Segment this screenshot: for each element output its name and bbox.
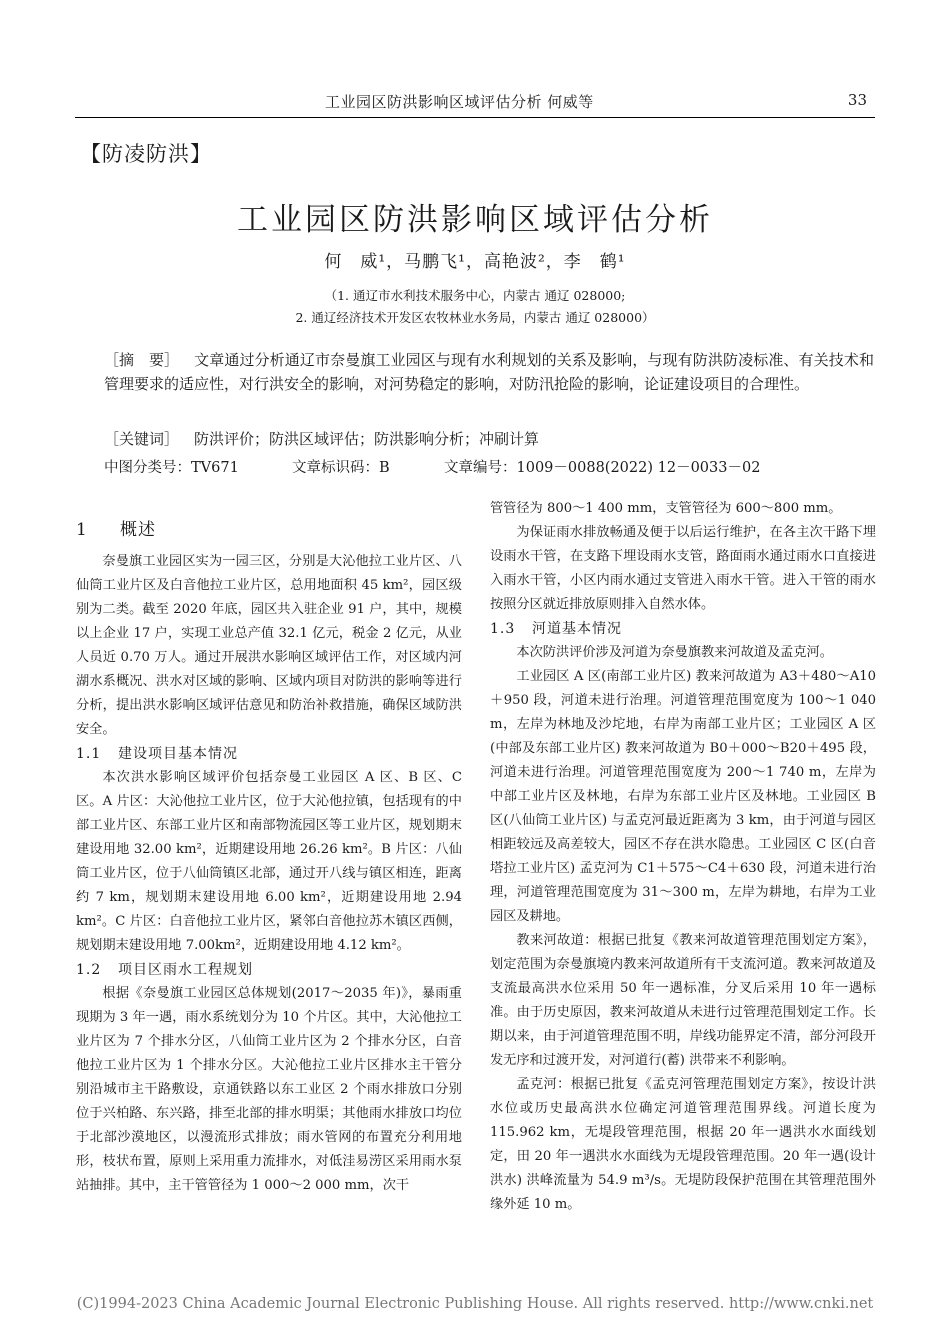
section-1-2-paragraph: 根据《奈曼旗工业园区总体规划(2017～2035 年)》，暴雨重现期为 3 年一遇，雨水系统划分为 10 个片区。其中，大沁他拉工业片区为 7 个排水分区，八仙筒工业片区为 2 个排水分区，白音他拉工业片区为 1 个排水分区。大沁他拉工业片区排水主干管分别沿城市主干路敷设，京通铁路以东工业区 2 个雨水排放口分别位于兴柏路、东兴路，排至北部的排水明渠；其他雨水排放口均位于北部沙漠地区，以漫流形式排放；雨水管网的布置充分利用地形，枝状布置，原则上采用重力流排水，对低洼易涝区采用雨水泵站抽排。其中，主干管管径为 1 000～2 000 mm，次干 xyxy=(76,986,462,1193)
section-1-2-heading: 1.2 项目区雨水工程规划 xyxy=(76,962,253,978)
abstract-text: 文章通过分析通辽市奈曼旗工业园区与现有水利规划的关系及影响，与现有防洪防凌标准、有关技术和管理要求的适应性，对行洪安全的影响，对河势稳定的影响，对防汛抢险的影响，论证建设项目的合理性。 xyxy=(104,351,874,393)
running-title: 工业园区防洪影响区域评估分析 何威等 xyxy=(325,93,594,111)
column-tag: 【防凌防洪】 xyxy=(80,142,212,166)
keywords-label: ［关键词］ xyxy=(104,430,180,448)
clc-number: 中图分类号：TV671 xyxy=(104,460,239,476)
keywords-text: 防洪评价；防洪区域评估；防洪影响分析；冲刷计算 xyxy=(194,430,540,448)
author-list: 何 威¹，马鹏飞¹，高艳波²，李 鹤¹ xyxy=(324,252,626,272)
article-number: 文章编号：1009－0088(2022) 12－0033－02 xyxy=(444,460,761,476)
copyright-footer: (C)1994-2023 China Academic Journal Electronic Publishing House. All rights reserved. http://www.cnki.net xyxy=(76,1296,874,1312)
affiliation-2: 2. 通辽经济技术开发区农牧林业水务局，内蒙古 通辽 028000） xyxy=(295,310,655,325)
river-intro-paragraph: 本次防洪评价涉及河道为奈曼旗教来河故道及孟克河。 xyxy=(516,645,833,660)
section-1-1-paragraph: 本次洪水影响区域评价包括奈曼工业园区 A 区、B 区、C 区。A 片区：大沁他拉工业片区，位于大沁他拉镇，包括现有的中部工业片区、东部工业片区和南部物流园区等工业片区，规划期末建设用地 32.00 km²，近期建设用地 26.26 km²。B 片区：八仙筒工业片区，位于八仙筒镇区北部，通过开八线与镇区相连，距离约 7 km，规划期末建设用地 6.00 km²，近期建设用地 2.94 km²。C 片区：白音他拉工业片区，紧邻白音他拉苏木镇区西侧，规划期末建设用地 7.00km²，近期建设用地 4.12 km²。 xyxy=(76,770,462,953)
section-1-1-heading: 1.1 建设项目基本情况 xyxy=(76,746,238,762)
document-code: 文章标识码：B xyxy=(292,460,390,476)
running-header xyxy=(75,91,875,118)
abstract-label: ［摘 要］ xyxy=(104,351,180,369)
continued-paragraph: 管管径为 800～1 400 mm，支管管径为 600～800 mm。 xyxy=(490,501,842,516)
keywords xyxy=(104,428,874,449)
mengke-river-paragraph: 孟克河：根据已批复《孟克河管理范围划定方案》，按设计洪水位或历史最高洪水位确定河道管理范围界线。河道长度为 115.962 km，无堤段管理范围，根据 20 年一遇洪水水面线划定，田 20 年一遇洪水水面线为无堤段管理范围。20 年一遇(设计洪水) 洪峰流量为 54.9 m³/s。无堤防段保护范围在其管理范围外缘外延 10 m。 xyxy=(490,1077,876,1212)
section-1-heading: 1 概述 xyxy=(76,520,156,540)
affiliation-1: （1. 通辽市水利技术服务中心，内蒙古 通辽 028000; xyxy=(324,288,626,303)
page-number: 33 xyxy=(847,91,867,109)
abstract xyxy=(104,348,874,396)
right-column xyxy=(490,497,876,1217)
section-1-paragraph: 奈曼旗工业园区实为一园三区，分别是大沁他拉工业片区、八仙筒工业片区及白音他拉工业片区，总用地面积 45 km²，园区级别为二类。截至 2020 年底，园区共入驻企业 91 户，其中，规模以上企业 17 户，实现工业总产值 32.1 亿元，税金 2 亿元，从业人员近 0.70 万人。通过开展洪水影响区域评估工作，对区域内河湖水系概况、洪水对区域的影响、区域内项目对防洪的影响等进行分析，提出洪水影响区域评估意见和防治补救措施，确保区域防洪安全。 xyxy=(76,554,462,737)
river-sections-paragraph: 工业园区 A 区(南部工业片区) 教来河故道为 A3＋480～A10＋950 段，河道未进行治理。河道管理范围宽度为 100～1 040 m，左岸为林地及沙坨地，右岸为南部工业片区；工业园区 A 区(中部及东部工业片区) 教来河故道为 B0＋000～B20＋495 段，河道未进行治理。河道管理范围宽度为 200～1 740 m，左岸为中部工业片区及林地，右岸为东部工业片区及林地。工业园区 B 区(八仙筒工业片区) 与孟克河最近距离为 3 km，由于河道与园区相距较远及高差较大，园区不存在洪水隐患。工业园区 C 区(白音塔拉工业片区) 孟克河为 C1＋575～C4＋630 段，河道未进行治理，河道管理范围宽度为 31～300 m，左岸为耕地，右岸为工业园区及耕地。 xyxy=(490,669,876,924)
left-column xyxy=(76,512,462,1198)
jiaolai-river-paragraph: 教来河故道：根据已批复《教来河故道管理范围划定方案》，划定范围为奈曼旗境内教来河故道所有干支流河道。教来河故道及支流最高洪水位采用 50 年一遇标准，分叉后采用 10 年一遇标准。由于历史原因，教来河故道从未进行过管理范围划定工作。长期以来，由于河道管理范围不明，岸线功能界定不清，部分河段开发无序和过渡开发，对河道行(蓄) 洪带来不利影响。 xyxy=(490,933,876,1068)
section-1-3-heading: 1.3 河道基本情况 xyxy=(490,621,622,637)
paper-title: 工业园区防洪影响区域评估分析 xyxy=(237,202,713,238)
drainage-paragraph: 为保证雨水排放畅通及便于以后运行维护，在各主次干路下埋设雨水干管，在支路下埋设雨水支管，路面雨水通过雨水口直接进入雨水干管，小区内雨水通过支管进入雨水干管。进入干管的雨水按照分区就近排放原则排入自然水体。 xyxy=(490,525,876,612)
